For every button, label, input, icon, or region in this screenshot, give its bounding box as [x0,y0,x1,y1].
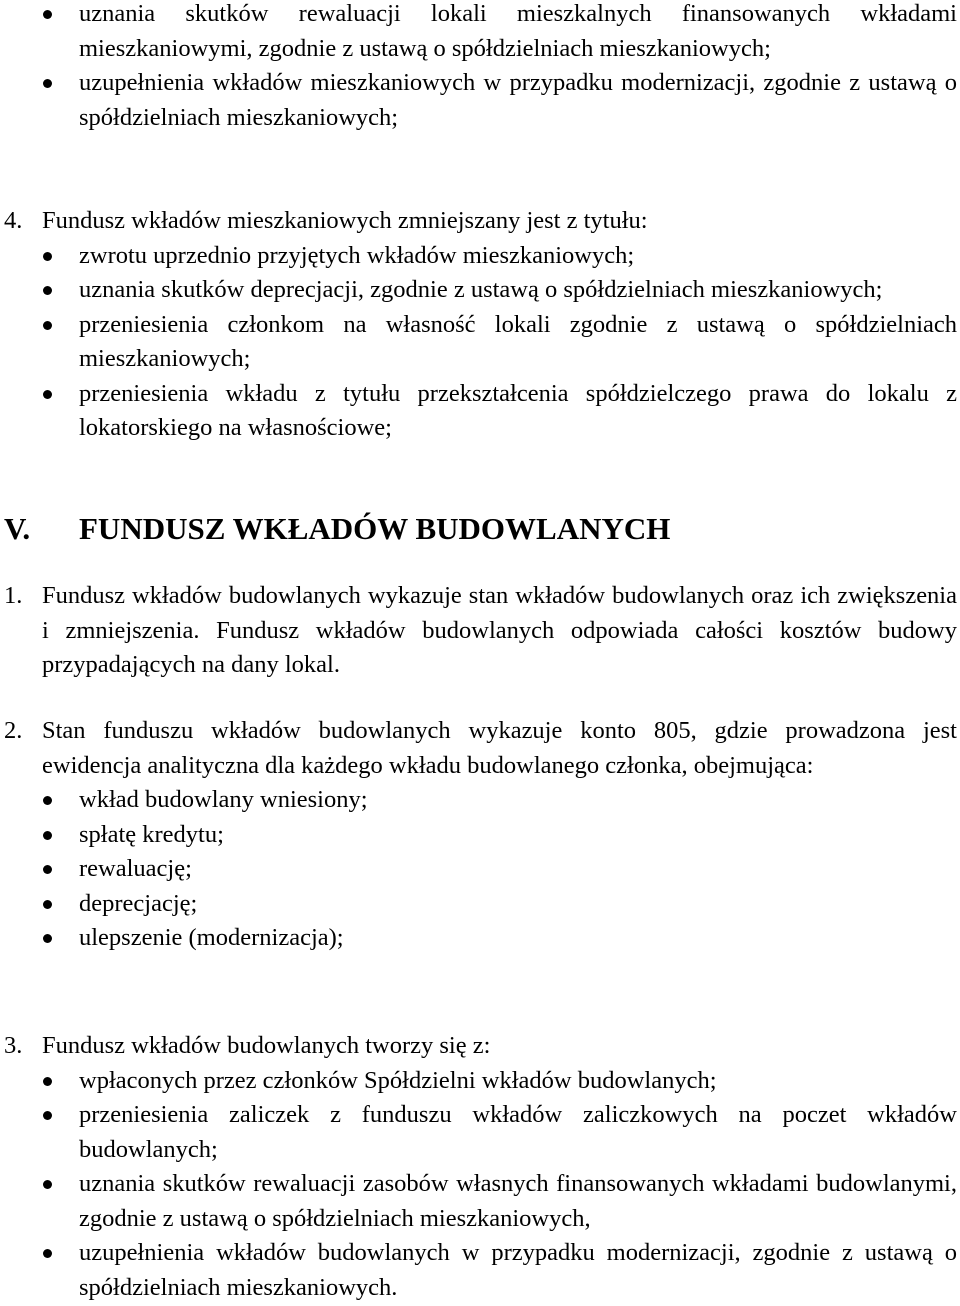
list-item: deprecjację; [0,887,957,922]
point-3 [0,1029,957,1305]
list-item: rewaluację; [0,852,957,887]
bullet-list [0,239,957,446]
point-number: 1. [4,582,23,609]
point-text: Stan funduszu wkładów budowlanych wykazuje konto 805, gdzie prowadzona jest ewidencja analityczna dla każdego wkładu budowlanego członka, obejmująca: [42,717,957,779]
list-item: uznania skutków rewaluacji zasobów własnych finansowanych wkładami budowlanymi, zgodnie z ustawą o spółdzielniach mieszkaniowych, [0,1167,957,1236]
bullet-list [0,1064,957,1306]
bullet-list-top [0,0,957,135]
list-item: ulepszenie (modernizacja); [0,921,957,956]
list-item: przeniesienia zaliczek z funduszu wkładów zaliczkowych na poczet wkładów budowlanych; [0,1098,957,1167]
list-item: przeniesienia wkładu z tytułu przekształcenia spółdzielczego prawa do lokalu z lokatorskiego na własnościowe; [0,377,957,446]
point-text: Fundusz wkładów budowlanych tworzy się z: [42,1032,491,1059]
list-item: uznania skutków rewaluacji lokali mieszkalnych finansowanych wkładami mieszkaniowymi, zgodnie z ustawą o spółdzielniach mieszkaniowych; [0,0,957,66]
section-heading [0,510,960,548]
list-item: uzupełnienia wkładów budowlanych w przypadku modernizacji, zgodnie z ustawą o spółdzielniach mieszkaniowych. [0,1236,957,1305]
list-item: zwrotu uprzednio przyjętych wkładów mieszkaniowych; [0,239,957,274]
point-number: 2. [4,717,23,744]
point-number: 3. [4,1032,23,1059]
bullet-list [0,783,957,956]
point-paragraph [0,714,957,783]
list-item: uzupełnienia wkładów mieszkaniowych w przypadku modernizacji, zgodnie z ustawą o spółdzielniach mieszkaniowych; [0,66,957,135]
point-2 [0,714,957,956]
list-item: uznania skutków deprecjacji, zgodnie z ustawą o spółdzielniach mieszkaniowych; [0,273,957,308]
section-number: V. [4,511,31,546]
point-4 [0,204,957,446]
list-item: przeniesienia członkom na własność lokali zgodnie z ustawą o spółdzielniach mieszkaniowych; [0,308,957,377]
point-paragraph [0,1029,957,1064]
list-item: wpłaconych przez członków Spółdzielni wkładów budowlanych; [0,1064,957,1099]
section-title: FUNDUSZ WKŁADÓW BUDOWLANYCH [79,511,671,546]
point-text: Fundusz wkładów budowlanych wykazuje stan wkładów budowlanych oraz ich zwiększenia i zmniejszenia. Fundusz wkładów budowlanych odpowiada całości kosztów budowy przypadających na dany lokal. [42,582,957,678]
point-text: Fundusz wkładów mieszkaniowych zmniejszany jest z tytułu: [42,207,648,234]
list-item: wkład budowlany wniesiony; [0,783,957,818]
list-item: spłatę kredytu; [0,818,957,853]
point-paragraph [0,204,957,239]
point-1 [0,579,957,683]
point-number: 4. [4,207,23,234]
